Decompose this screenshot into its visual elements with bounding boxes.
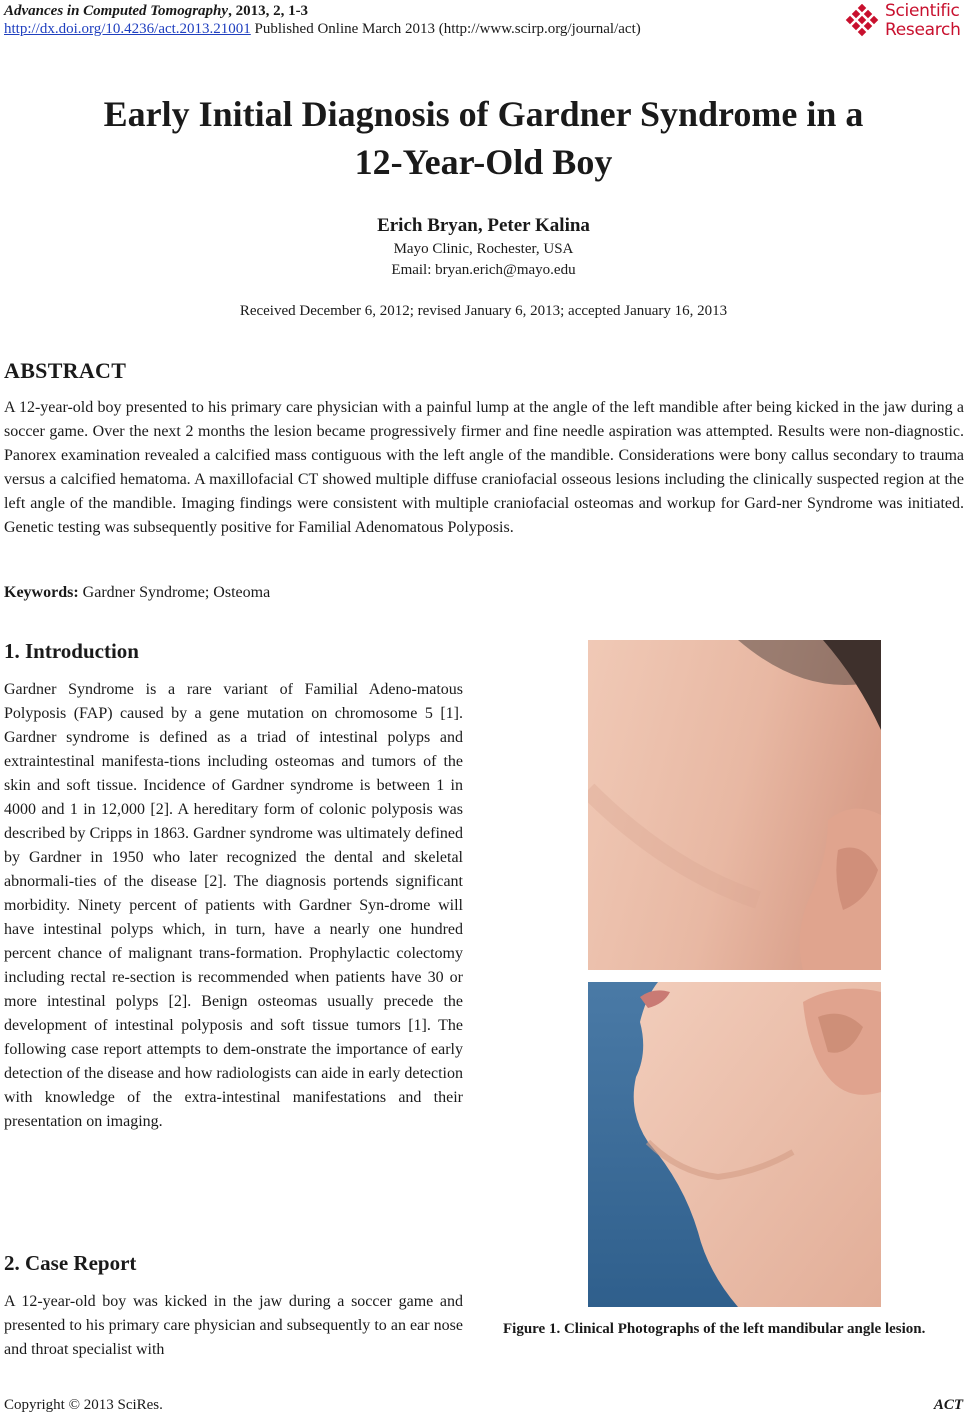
authors: Erich Bryan, Peter Kalina [377, 215, 590, 236]
paper-title [0, 90, 967, 186]
affiliation: Mayo Clinic, Rochester, USA [393, 241, 574, 257]
keywords-label: Keywords: [4, 584, 79, 601]
scientific-research-logo [843, 2, 963, 44]
abstract-text: A 12-year-old boy presented to his primary care physician with a painful lump at the angle of the left mandible after being kicked in the jaw during a soccer game. Over the next 2 months the lesion became progressively firmer and fine needle aspiration was attempted. Results were non-diagnostic. Panorex examination revealed a calcified mass contiguous with the left angle of the mandible. Considerations were bony callus secondary to trauma versus a calcified hematoma. A maxillofacial CT showed multiple diffuse craniofacial osseous lesions including the clinically suspected region at the left angle of the mandible. Imaging findings were consistent with multiple craniofacial osteomas and workup for Gard-ner Syndrome was initiated. Genetic testing was subsequently positive for Familial Adenomatous Polyposis. [4, 399, 964, 536]
journal-volume: , 2013, 2, 1-3 [228, 3, 309, 19]
clinical-photo-upper [588, 640, 881, 970]
running-header [4, 2, 641, 38]
keywords-text: Gardner Syndrome; Osteoma [78, 584, 271, 601]
journal-name: Advances in Computed Tomography [4, 3, 229, 19]
section-heading-introduction: 1. Introduction [4, 639, 139, 663]
logo-line-1: Scientific [885, 1, 960, 21]
title-line-2: 12-Year-Old Boy [354, 142, 613, 182]
clinical-photo-lower [588, 982, 881, 1307]
title-line-1: Early Initial Diagnosis of Gardner Syndrome in a [103, 94, 864, 134]
diamond-logo-icon [843, 4, 881, 42]
introduction-text: Gardner Syndrome is a rare variant of Familial Adeno-matous Polyposis (FAP) caused by a gene mutation on chromosome 5 [1]. Gardner syndrome is defined as a triad of intestinal polyps and extraintestinal manifesta-tions including osteomas and tumors of the skin and soft tissue. Incidence of Gardner syndrome is between 1 in 4000 and 1 in 12,000 [2]. A hereditary form of colonic polyposis was described by Cripps in 1863. Gardner syndrome was ultimately defined by Gardner in 1950 who later recognized the dental and skeletal abnormali-ties of the disease [2]. The diagnosis portends significant morbidity. Ninety percent of patients with Gardner Syn-drome will have intestinal polyps which, in turn, have a nearly one hundred percent chance of malignant trans-formation. Prophylactic colectomy including rectal re-section is recommended when patients have 30 or more intestinal polyps [2]. Benign osteomas usually precede the development of intestinal polyposis and soft tissue tumors [1]. The following case report attempts to dem-onstrate the importance of early detection of the disease and how radiologists can aide in early detection with knowledge of the extra-intestinal manifestations and their presentation on imaging. [4, 681, 463, 1130]
logo-line-2: Research [885, 20, 961, 40]
section-heading-case-report: 2. Case Report [4, 1251, 137, 1275]
received-dates: Received December 6, 2012; revised January 6, 2013; accepted January 16, 2013 [239, 303, 728, 319]
author-email: Email: bryan.erich@mayo.edu [391, 262, 576, 278]
logo-wordmark [885, 2, 961, 40]
abstract-heading: ABSTRACT [4, 358, 127, 383]
doi-link[interactable]: http://dx.doi.org/10.4236/act.2013.21001 [4, 21, 251, 37]
published-note: Published Online March 2013 (http://www.scirp.org/journal/act) [250, 21, 641, 37]
figure-caption: Figure 1. Clinical Photographs of the left mandibular angle lesion. [503, 1321, 926, 1337]
footer-copyright: Copyright © 2013 SciRes. [4, 1397, 163, 1413]
footer-journal-abbr: ACT [933, 1397, 963, 1413]
keywords [4, 582, 270, 604]
case-report-text: A 12-year-old boy was kicked in the jaw during a soccer game and presented to his primary care physician and subsequently to an ear nose and throat specialist with [4, 1293, 463, 1358]
